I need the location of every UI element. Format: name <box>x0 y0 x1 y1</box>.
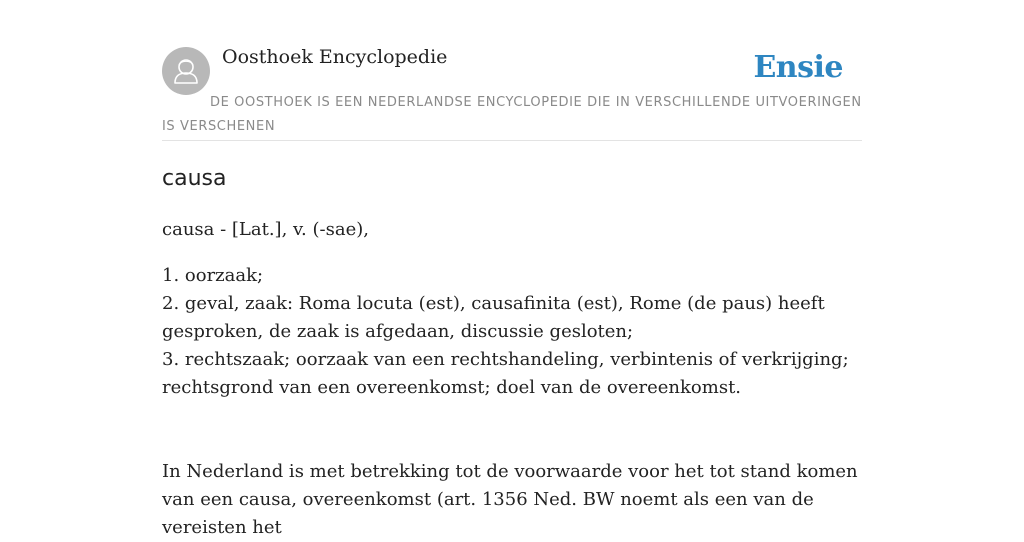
meanings-list <box>162 262 862 402</box>
entry-content <box>162 160 862 542</box>
entry-body: In Nederland is met betrekking tot de voorwaarde voor het tot stand komen van een causa, overeenkomst (art. 1356 Ned. BW noemt als een van de vereisten het <box>162 461 858 538</box>
meaning-item: 2. geval, zaak: Roma locuta (est), causafinita (est), Rome (de paus) heeft gesproken, de zaak is afgedaan, discussie gesloten; <box>162 293 825 342</box>
entry-title: causa <box>162 166 227 191</box>
source-title[interactable]: Oosthoek Encyclopedie <box>222 46 448 68</box>
source-description: DE OOSTHOEK IS EEN NEDERLANDSE ENCYCLOPEDIE DIE IN VERSCHILLENDE UITVOERINGEN IS VERSCHENEN <box>162 95 862 134</box>
entry-definition: causa - [Lat.], v. (-sae), <box>162 219 369 240</box>
ensie-logo[interactable]: Ensie <box>753 50 843 85</box>
meaning-item: 3. rechtszaak; oorzaak van een rechtshandeling, verbintenis of verkrijging; rechtsgrond van een overeenkomst; doel van de overeenkomst. <box>162 349 849 398</box>
source-header <box>162 44 862 141</box>
meaning-item: 1. oorzaak; <box>162 265 264 286</box>
user-silhouette-icon[interactable] <box>162 47 210 95</box>
